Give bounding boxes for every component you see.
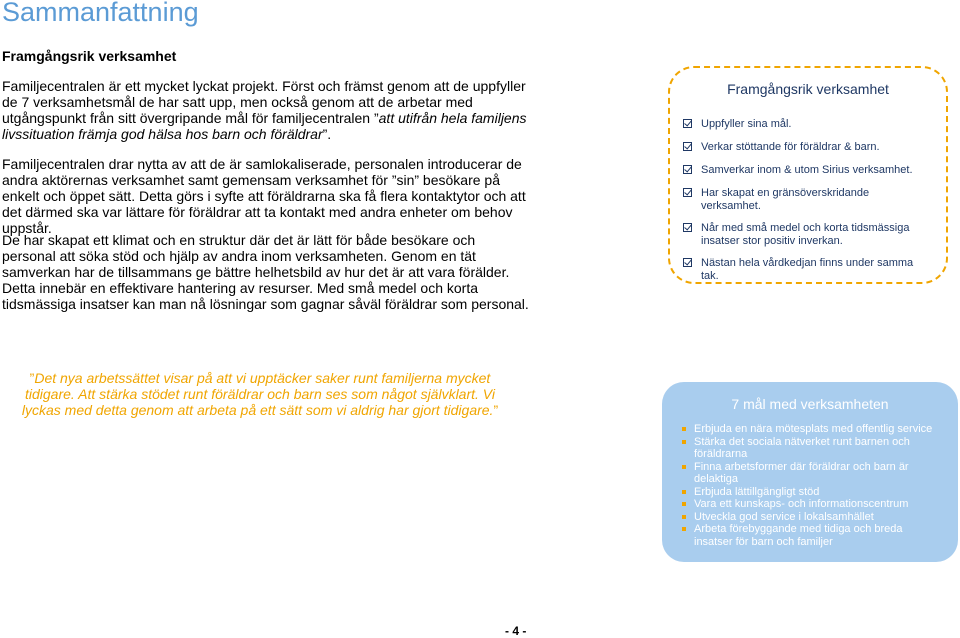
bullet-square-icon [682,465,686,469]
paragraph-intro-italic: att utifrån hela familjens livssituation främja god hälsa hos barn och föräldrar [2,110,527,142]
checkbox-checked-icon [683,223,692,232]
success-box-title: Framgångsrik verksamhet [727,81,889,97]
goal-item [681,498,943,511]
section-subtitle: Framgångsrik verksamhet [2,48,177,64]
checklist-item [683,141,923,154]
bullet-square-icon [682,427,686,431]
goal-item-label: Utveckla god service i lokalsamhället [694,510,874,523]
checklist-item-label: Når med små medel och korta tidsmässiga insatser stor positiv inverkan. [701,222,910,247]
goal-item-label: Finna arbetsformer där föräldrar och barn är delaktiga [694,460,909,485]
goal-item-label: Erbjuda lättillgängligt stöd [694,485,820,498]
pull-quote [20,370,500,418]
checklist-item-label: Verkar stöttande för föräldrar & barn. [701,141,880,153]
checklist-item-label: Samverkar inom & utom Sirius verksamhet. [701,164,913,176]
checkbox-checked-icon [683,165,692,174]
goal-item [681,461,943,486]
goal-item-label: Erbjuda en nära mötesplats med offentlig service [694,423,933,435]
goals-list [681,423,943,548]
bullet-square-icon [682,515,686,519]
checklist-item [683,257,923,283]
goal-item [681,523,943,548]
goal-item-label: Vara ett kunskaps- och informationscentrum [694,498,909,510]
success-checklist [683,118,923,283]
checkbox-checked-icon [683,258,692,267]
quote-open-mark: ” [29,370,35,386]
quote-close-mark: ” [493,402,499,418]
bullet-square-icon [682,440,686,444]
checklist-item [683,187,923,213]
paragraph-colocation: Familjecentralen drar nytta av att de är samlokaliserade, personalen introducerar de andra aktörernas verksamhet samt gemensam verksamhet för ”sin” besökare på enkelt och öppet sätt. Detta görs i syfte att föräldrarna ska få flera kontaktytor och att det därmed ska var lättare för föräldrar att ta kontakt med andra enheter om behov uppstår. [2,156,526,236]
paragraph-climate: De har skapat ett klimat och en struktur där det är lätt för både besökare och personal att söka stöd och hjälp av andra inom verksamheten. Genom en tät samverkan har de tillsammans ge bättre helhetsbild av hur det är att vara förälder. Detta innebär en effektivare hantering av resurser. Med små medel och korta tidsmässiga insatser kan man nå lösningar som gagnar såväl föräldrar som personal. [2,232,529,312]
page-title: Sammanfattning [2,0,199,27]
paragraph-intro [2,78,532,142]
checklist-item-label: Har skapat en gränsöverskridande verksamhet. [701,187,870,212]
checklist-item-label: Uppfyller sina mål. [701,118,792,130]
goals-card-title: 7 mål med verksamheten [731,396,889,412]
page-number: - 4 - [505,624,527,638]
goal-item [681,511,943,524]
checkbox-checked-icon [683,188,692,197]
goal-item-label: Stärka det sociala nätverket runt barnen och föräldrarna [694,435,910,460]
goal-item [681,423,943,436]
checklist-item [683,222,923,248]
checkbox-checked-icon [683,119,692,128]
bullet-square-icon [682,490,686,494]
goal-item-label: Arbeta förebyggande med tidiga och breda insatser för barn och familjer [694,523,903,548]
goal-item [681,486,943,499]
bullet-square-icon [682,502,686,506]
checkbox-checked-icon [683,142,692,151]
paragraph-intro-end: ”. [322,126,332,142]
quote-text: Det nya arbetssättet visar på att vi upptäcker saker runt familjerna mycket tidigare. Att stärka stödet runt föräldrar och barn ses som något självklart. Vi lyckas med detta genom att arbeta på ett sätt som vi aldrig har gjort tidigare. [21,370,495,418]
bullet-square-icon [682,527,686,531]
checklist-item [683,164,923,177]
goal-item [681,436,943,461]
checklist-item-label: Nästan hela vårdkedjan finns under samma tak. [701,257,914,282]
paragraph-intro-text: Familjecentralen är ett mycket lyckat projekt. Först och främst genom att de uppfyller de 7 verksamhetsmål de har satt upp, men också genom att de arbetar med utgångspunkt från sitt övergripande mål för familjecentralen ” [2,78,526,126]
checklist-item [683,118,923,131]
